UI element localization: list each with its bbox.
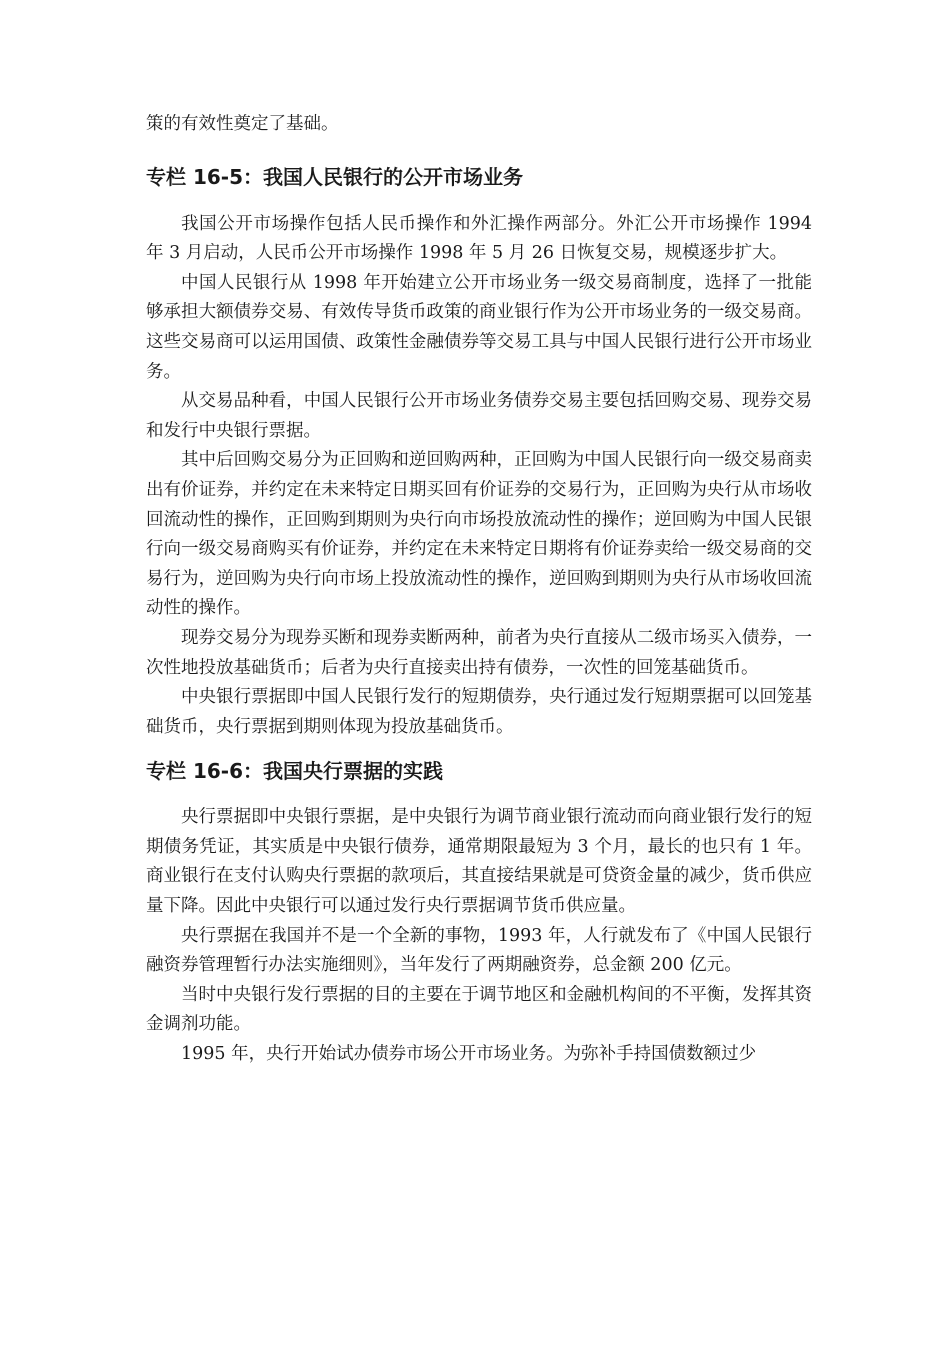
paragraph: 其中后回购交易分为正回购和逆回购两种，正回购为中国人民银行向一级交易商卖出有价证券，并约定在未来特定日期买回有价证券的交易行为，正回购为央行从市场收回流动性的操作，正回购到期则为央行向市场投放流动性的操作；逆回购为中国人民银行向一级交易商购买有价证券，并约定在未来特定日期将有价证券卖给一级交易商的交易行为，逆回购为央行向市场上投放流动性的操作，逆回购到期则为央行从市场收回流动性的操作。 (146, 450, 812, 619)
paragraph: 从交易品种看，中国人民银行公开市场业务债券交易主要包括回购交易、现券交易和发行中央银行票据。 (146, 391, 812, 441)
paragraph: 中央银行票据即中国人民银行发行的短期债券，央行通过发行短期票据可以回笼基础货币，央行票据到期则体现为投放基础货币。 (146, 687, 812, 737)
paragraph: 我国公开市场操作包括人民币操作和外汇操作两部分。外汇公开市场操作 1994 年 3 月启动，人民币公开市场操作 1998 年 5 月 26 日恢复交易，规模逐步扩大。 (146, 213, 812, 264)
paragraph: 央行票据即中央银行票据，是中央银行为调节商业银行流动而向商业银行发行的短期债务凭证，其实质是中央银行债券，通常期限最短为 3 个月，最长的也只有 1 年。商业银行在支付认购央行票据的款项后，其直接结果就是可贷资金量的减少，货币供应量下降。因此中央银行可以通过发行央行票据调节货币供应量。 (146, 807, 812, 917)
intro-line: 策的有效性奠定了基础。 (146, 114, 339, 134)
paragraph: 中国人民银行从 1998 年开始建立公开市场业务一级交易商制度，选择了一批能够承担大额债券交易、有效传导货币政策的商业银行作为公开市场业务的一级交易商。这些交易商可以运用国债、政策性金融债券等交易工具与中国人民银行进行公开市场业务。 (146, 272, 812, 382)
paragraph: 当时中央银行发行票据的目的主要在于调节地区和金融机构间的不平衡，发挥其资金调剂功能。 (146, 984, 812, 1035)
paragraph: 现券交易分为现券买断和现券卖断两种，前者为央行直接从二级市场买入债券，一次性地投放基础货币；后者为央行直接卖出持有债券，一次性的回笼基础货币。 (146, 627, 812, 678)
section-heading-16-6: 专栏 16-6：我国央行票据的实践 (146, 759, 444, 784)
paragraph: 1995 年，央行开始试办债券市场公开市场业务。为弥补手持国债数额过少 (181, 1044, 757, 1065)
paragraph: 央行票据在我国并不是一个全新的事物，1993 年，人行就发布了《中国人民银行融资券管理暂行办法实施细则》，当年发行了两期融资券，总金额 200 亿元。 (146, 925, 812, 976)
document-page (146, 110, 812, 1070)
section-heading-16-5: 专栏 16-5：我国人民银行的公开市场业务 (146, 164, 524, 189)
